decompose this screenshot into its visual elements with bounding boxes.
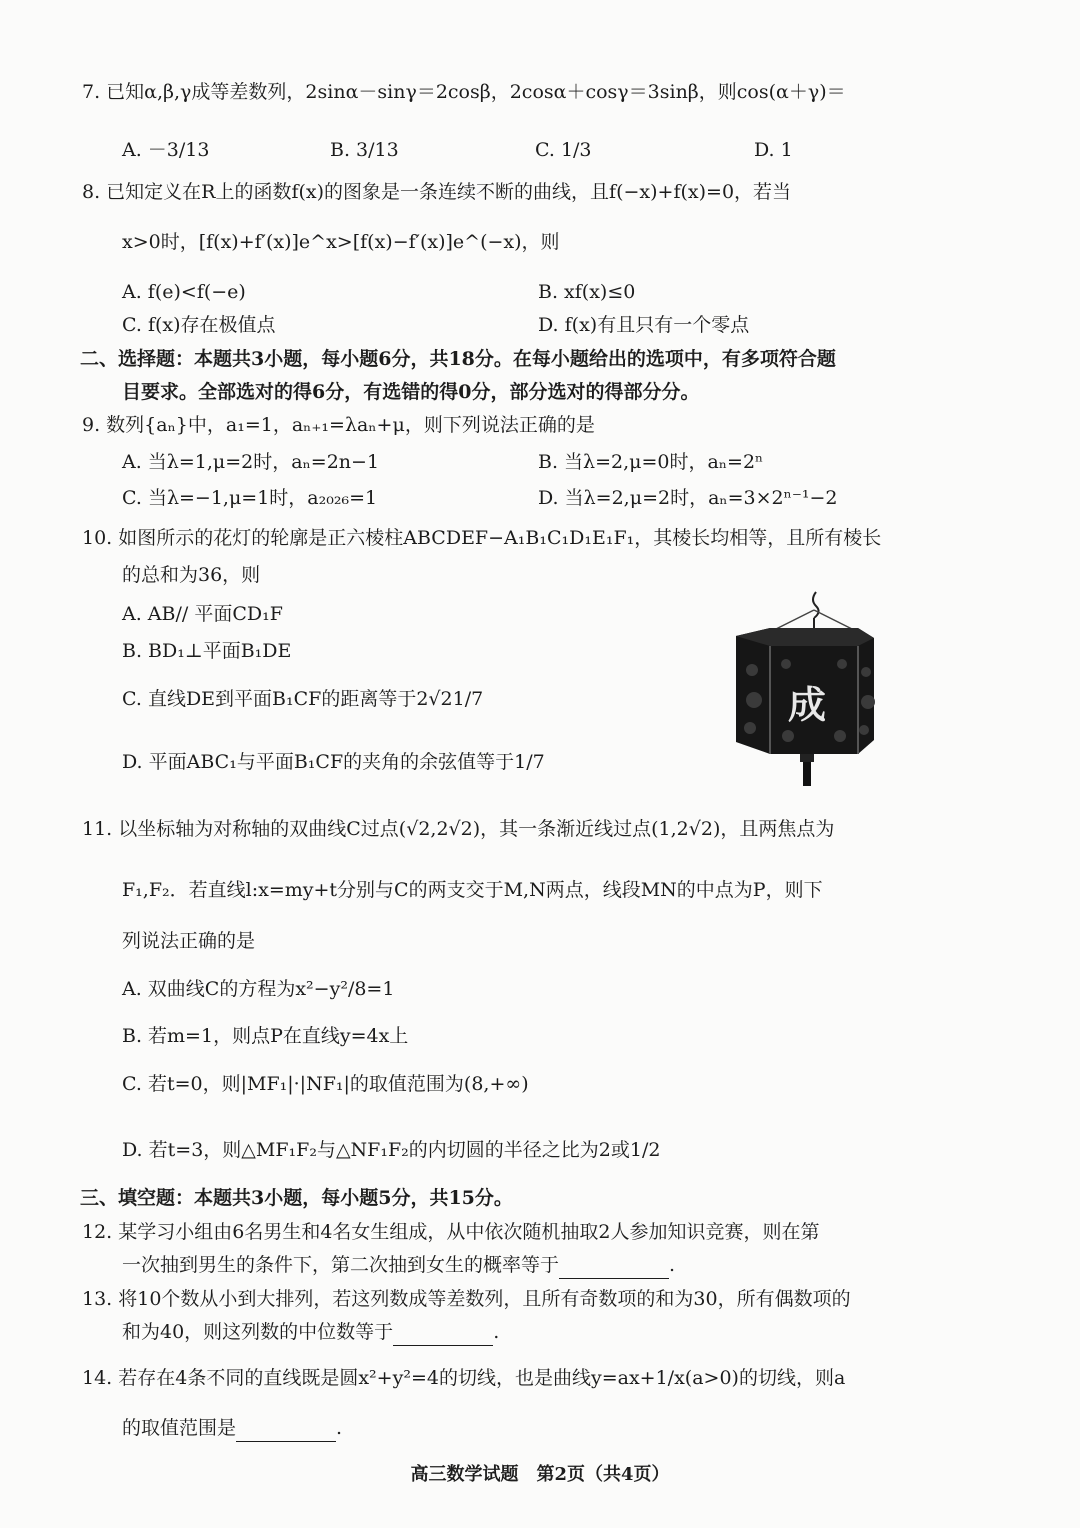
- q7-option-d: D. 1: [754, 139, 793, 161]
- q11-stem-line3: 列说法正确的是: [122, 930, 256, 952]
- q8-option-b: B. xf(x)≤0: [538, 281, 636, 303]
- q11-option-b: B. 若m=1，则点P在直线y=4x上: [122, 1025, 409, 1047]
- q10-option-d: D. 平面ABC₁与平面B₁CF的夹角的余弦值等于1/7: [122, 751, 545, 773]
- q12-answer-blank[interactable]: [559, 1258, 669, 1279]
- q10-option-b: B. BD₁⊥平面B₁DE: [122, 640, 292, 662]
- q11-stem-line2: F₁,F₂．若直线l:x=my+t分别与C的两支交于M,N两点，线段MN的中点为P，则下: [122, 879, 823, 901]
- q12-line2: 一次抽到男生的条件下，第二次抽到女生的概率等于 .: [122, 1251, 675, 1279]
- q8-option-d: D. f(x)有且只有一个零点: [538, 314, 750, 336]
- q9-option-b: B. 当λ=2,μ=0时，aₙ=2ⁿ: [538, 451, 764, 473]
- q7-option-b: B. 3/13: [330, 139, 399, 161]
- q8-option-c: C. f(x)存在极值点: [122, 314, 276, 336]
- q14-answer-blank[interactable]: [236, 1421, 336, 1442]
- q8-option-a: A. f(e)<f(−e): [122, 281, 246, 303]
- q11-option-c: C. 若t=0，则|MF₁|·|NF₁|的取值范围为(8,+∞): [122, 1073, 529, 1095]
- q12-line1: 12. 某学习小组由6名男生和4名女生组成，从中依次随机抽取2人参加知识竞赛，则在第: [82, 1221, 820, 1243]
- lantern-character: 成: [788, 682, 827, 727]
- q7-options: [122, 128, 842, 174]
- q10-option-c: C. 直线DE到平面B₁CF的距离等于2√21/7: [122, 688, 484, 710]
- q14-line2-text: 的取值范围是: [122, 1417, 237, 1439]
- page-footer: 高三数学试题 第2页（共4页）: [410, 1464, 670, 1485]
- q7-option-a: A. －3/13: [122, 139, 210, 161]
- section3-heading: 三、填空题：本题共3小题，每小题5分，共15分。: [80, 1187, 513, 1209]
- q11-option-a: A. 双曲线C的方程为x²−y²/8=1: [122, 978, 395, 1000]
- q7-stem: 7. 已知α,β,γ成等差数列，2sinα－sinγ＝2cosβ，2cosα＋cosγ＝3sinβ，则cos(α＋γ)＝: [82, 81, 846, 103]
- q9-option-a: A. 当λ=1,μ=2时，aₙ=2n−1: [122, 451, 380, 473]
- q14-line1: 14. 若存在4条不同的直线既是圆x²+y²=4的切线，也是曲线y=ax+1/x(a>0)的切线，则a: [82, 1367, 846, 1389]
- q10-option-a: A. AB// 平面CD₁F: [122, 603, 283, 625]
- section2-line1: 二、选择题：本题共3小题，每小题6分，共18分。在每小题给出的选项中，有多项符合题: [80, 348, 836, 370]
- q7-option-c: C. 1/3: [535, 139, 592, 161]
- q12-line2-text: 一次抽到男生的条件下，第二次抽到女生的概率等于: [122, 1254, 560, 1276]
- q13-line2-text: 和为40，则这列数的中位数等于: [122, 1321, 394, 1343]
- q8-stem-line2: x>0时，[f(x)+f′(x)]e^x>[f(x)−f′(x)]e^(−x)，则: [122, 231, 560, 253]
- q9-stem: 9. 数列{aₙ}中，a₁=1，aₙ₊₁=λaₙ+μ，则下列说法正确的是: [82, 414, 595, 436]
- q11-option-d: D. 若t=3，则△MF₁F₂与△NF₁F₂的内切圆的半径之比为2或1/2: [122, 1139, 661, 1161]
- lantern-figure: [730, 590, 880, 790]
- q14-line2: 的取值范围是 .: [122, 1414, 342, 1442]
- q10-stem-line1: 10. 如图所示的花灯的轮廓是正六棱柱ABCDEF−A₁B₁C₁D₁E₁F₁，其棱长均相等，且所有棱长: [82, 527, 882, 549]
- q13-answer-blank[interactable]: [393, 1325, 493, 1346]
- q13-line1: 13. 将10个数从小到大排列，若这列数成等差数列，且所有奇数项的和为30，所有偶数项的: [82, 1288, 851, 1310]
- q8-stem-line1: 8. 已知定义在R上的函数f(x)的图象是一条连续不断的曲线，且f(−x)+f(x)=0，若当: [82, 181, 792, 203]
- q10-stem-line2: 的总和为36，则: [122, 564, 261, 586]
- q11-stem-line1: 11. 以坐标轴为对称轴的双曲线C过点(√2,2√2)，其一条渐近线过点(1,2√2)，且两焦点为: [82, 818, 835, 840]
- q13-line2: 和为40，则这列数的中位数等于 .: [122, 1318, 499, 1346]
- q9-option-c: C. 当λ=−1,μ=1时，a₂₀₂₆=1: [122, 487, 378, 509]
- q9-option-d: D. 当λ=2,μ=2时，aₙ=3×2ⁿ⁻¹−2: [538, 487, 838, 509]
- section2-line2: 目要求。全部选对的得6分，有选错的得0分，部分选对的得部分分。: [122, 381, 700, 403]
